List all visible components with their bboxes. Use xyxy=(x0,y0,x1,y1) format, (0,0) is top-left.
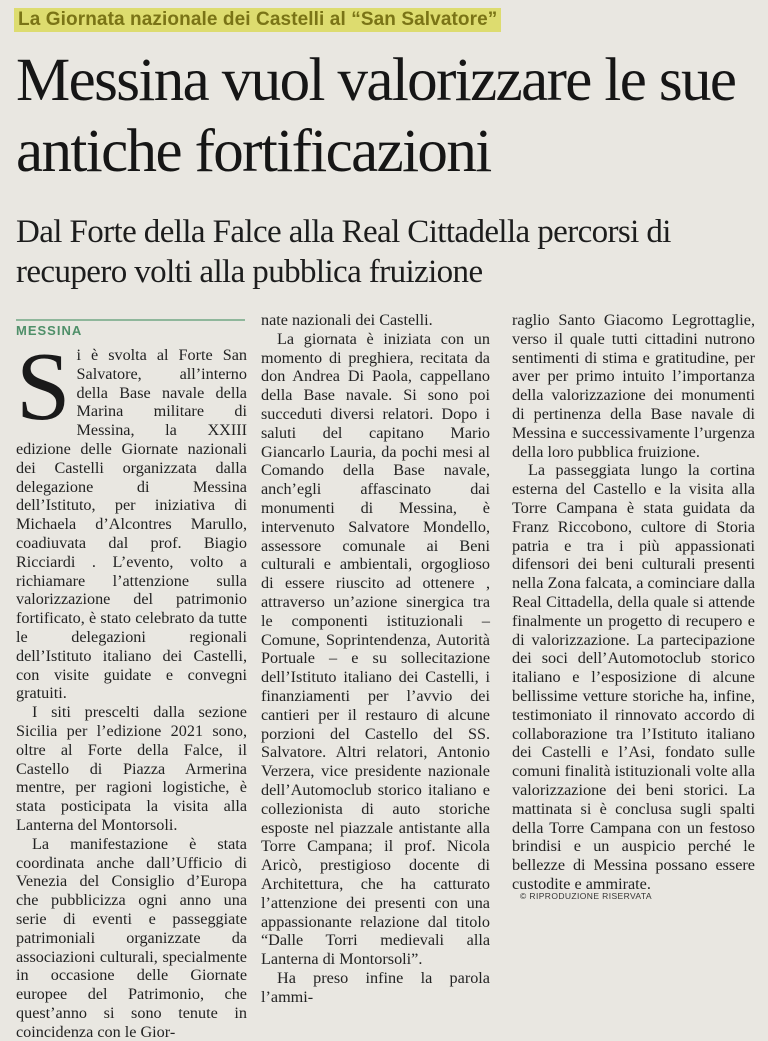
paragraph: La giornata è iniziata con un momento di preghiera, recitata da don Andrea Di Paola, cappellano della Base navale. Si sono poi succeduti diversi relatori. Dopo i saluti del capitano Mario Giancarlo Lauria, da pochi mesi al Comando della Base navale, anch’egli affascinato dai monumenti di Messina, è intervenuto Salvatore Mondello, assessore comunale ai Beni culturali e ambientali, orgoglioso di essere riuscito ad ottenere , attraverso un’azione sinergica tra le componenti istituzionali – Comune, Soprintendenza, Autorità Portuale – e su sollecitazione dell’Istituto italiano dei Castelli, i finanziamenti per l’avvio dei cantieri per il restauro di alcune porzioni del Castello del SS. Salvatore. Altri relatori, Antonio Verzera, vice presidente nazionale dell’Automoclub storico italiano e collezionista di auto storiche esposte nel piazzale antistante alla Torre Campana; il prof. Nicola Aricò, prestigioso docente di Architettura, che ha catturato l’attenzione dei presenti con una appassionante relazione dal titolo “Dalle Torri medievali alla Lanterna di Montorsoli”. xyxy=(261,329,490,969)
paragraph xyxy=(16,333,247,703)
headline: Messina vuol valorizzare le sue antiche fortificazioni xyxy=(16,47,736,185)
paragraph: nate nazionali dei Castelli. xyxy=(261,311,433,329)
section-label: MESSINA xyxy=(16,319,245,338)
paragraph: I siti prescelti dalla sezione Sicilia per l’edizione 2021 sono, oltre al Forte della Falce, il Castello di Piazza Armerina mentre, per ragioni logistiche, è stata posticipata la visita alla Lanterna del Montorsoli. xyxy=(16,703,247,834)
dropcap: S xyxy=(16,333,71,441)
column-1 xyxy=(16,333,247,1041)
subheadline: Dal Forte della Falce alla Real Cittadella percorsi di recupero volti alla pubblica fruizione xyxy=(16,214,671,290)
copyright-notice: © RIPRODUZIONE RISERVATA xyxy=(520,891,652,901)
paragraph: raglio Santo Giacomo Legrottaglie, verso il quale tutti cittadini nutrono sentimenti di stima e gratitudine, per aver per primo intuito l’importanza della valorizzazione dei monumenti di pertinenza della Base navale di Messina e successivamente l’urgenza della loro pubblica fruizione. xyxy=(512,311,755,461)
paragraph: La passeggiata lungo la cortina esterna del Castello e la visita alla Torre Campana è stata guidata da Franz Riccobono, cultore di Storia patria e tra i più appassionati difensori dei beni culturali presenti nella Zona falcata, a cominciare dalla Real Cittadella, della quale si attende finalmente un progetto di recupero e di valorizzazione. La partecipazione dei soci dell’Automotoclub storico italiano e l’esposizione di alcune bellissime vetture storiche ha, infine, testimoniato il rinnovato accordo di collaborazione tra l’Istituto italiano dei Castelli e l’Asi, fondato sulle comuni finalità istituzionali volte alla valorizzazione dei beni storici. La mattinata si è conclusa sugli spalti della Torre Campana con un festoso brindisi e un auspicio perché le bellezze di Messina possano essere custodite e ammirate. xyxy=(512,461,755,893)
column-2 xyxy=(261,311,490,1006)
paragraph-text: i è svolta al Forte San Salvatore, all’interno della Base navale della Marina militare di Messina, la XXIII edizione delle Giornate nazionali dei Castelli organizzata dalla delegazione di Messina dell’Istituto, per iniziativa di Michaela d’Alcontres Marullo, coadiuvata dal prof. Biagio Ricciardi . L’evento, volto a richiamare l’attenzione sulla valorizzazione del patrimonio fortificato, è stato celebrato da tutte le delegazioni regionali dell’Istituto italiano dei Castelli, con visite guidate e convegni gratuiti. xyxy=(16,346,247,703)
kicker: La Giornata nazionale dei Castelli al “San Salvatore” xyxy=(14,8,501,32)
paragraph: La manifestazione è stata coordinata anche dall’Ufficio di Venezia del Consiglio d’Europa che pubblicizza ogni anno una serie di eventi e passeggiate patrimoniali organizzate da associazioni culturali, specialmente in occasione delle Giornate europee del Patrimonio, che quest’anno si sono tenute in coincidenza con le Gior- xyxy=(16,834,247,1041)
column-3 xyxy=(512,311,755,894)
paragraph: Ha preso infine la parola l’ammi- xyxy=(261,968,490,1006)
